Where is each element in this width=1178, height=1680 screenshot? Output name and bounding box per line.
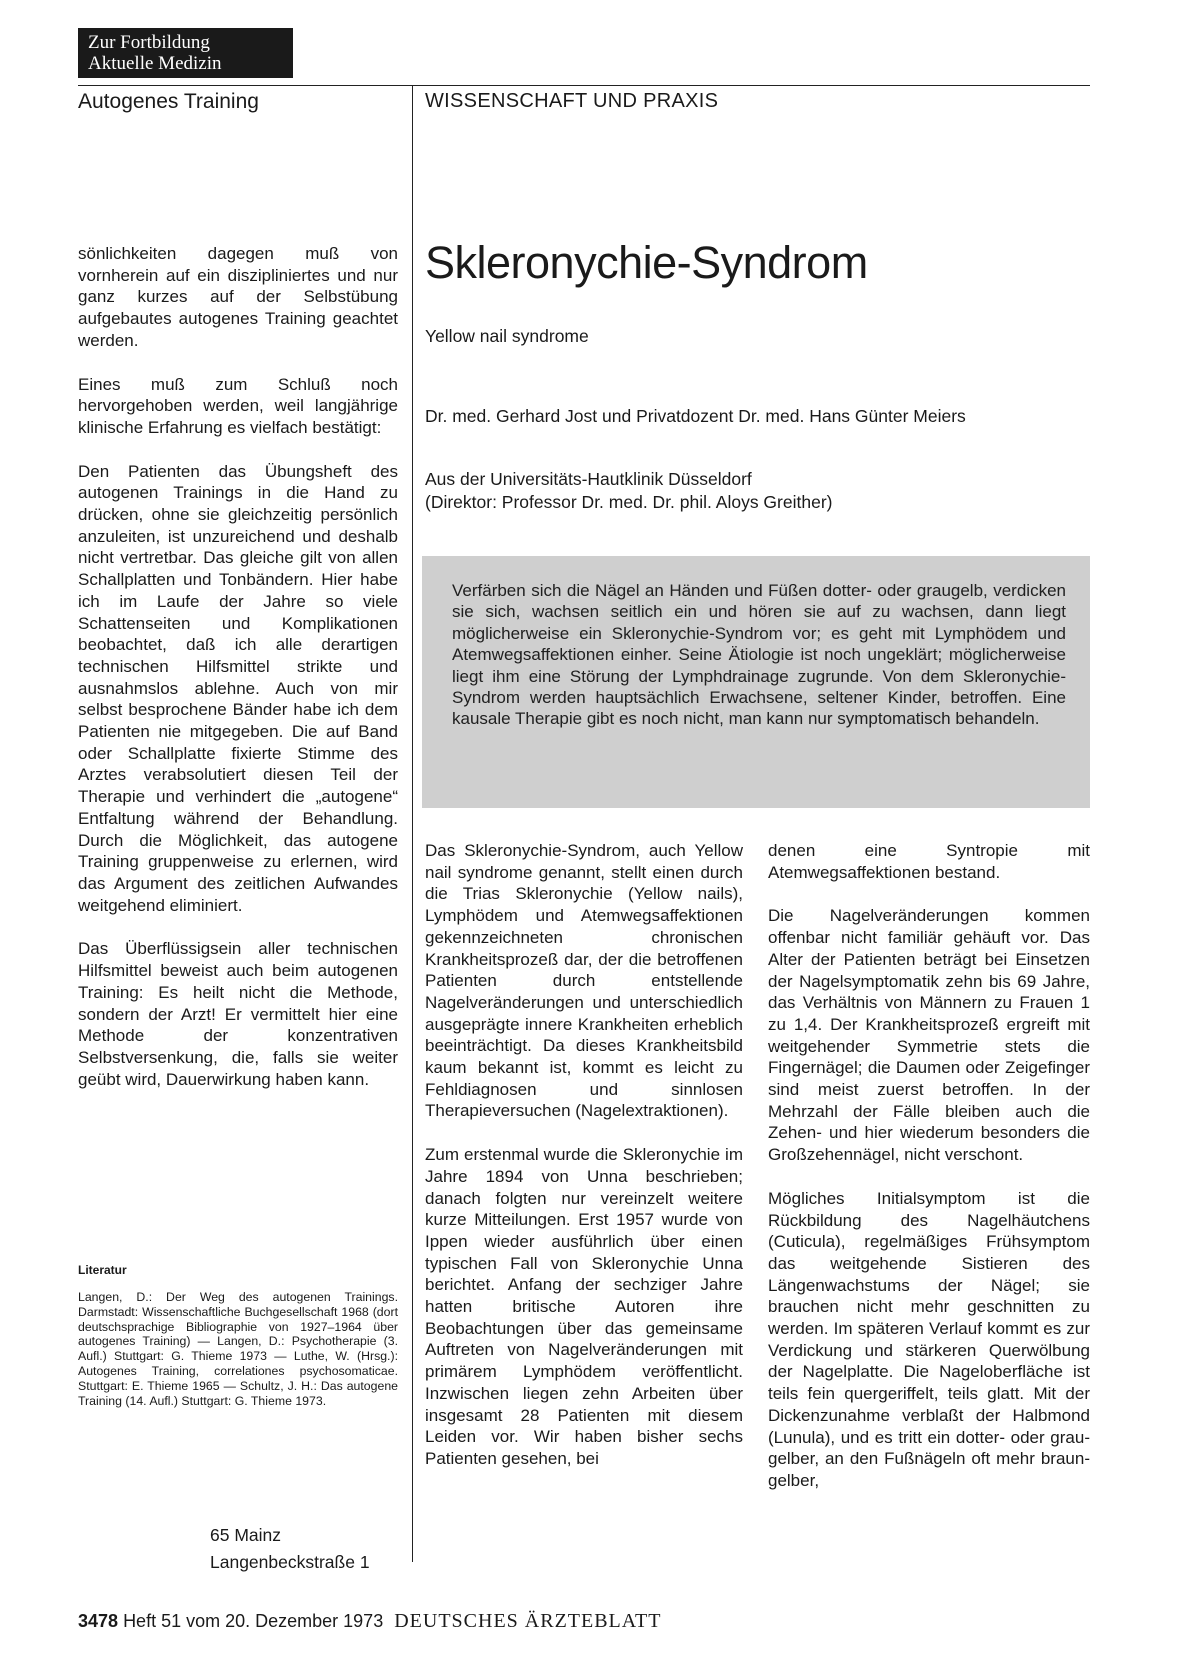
body-paragraph: Die Nagelveränderungen kommen offenbar nicht familiär gehäuft vor. Das Alter der Patienten beträgt bei Einsetzen der Nagelsymptomatik zehn bis 69 Jahre, das Verhältnis von Männern zu Frauen 1 zu 1,4. Der Krankheitsprozeß ergreift mit weitgehender Symmetrie stets die Fingernägel; die Daumen oder Zeigefinger sind meist zuerst betroffen. In der Mehrzahl der Fälle bleiben auch die Zehen- und hier wiederum besonders die Großzehennägel, nicht verschont. xyxy=(768,906,1090,1165)
article-affiliation xyxy=(425,468,832,514)
department-badge xyxy=(78,28,293,78)
left-paragraph: Eines muß zum Schluß noch hervorgehoben werden, weil langjährige klinische Erfahrung es vielfach bestätigt: xyxy=(78,374,398,437)
page-number: 3478 xyxy=(78,1611,119,1631)
abstract-box: Verfärben sich die Nägel an Händen und Füßen dotter- oder graugelb, verdicken sie sich, wachsen seitlich ein und hören sie auf zu wachsen, dann liegt möglicherweise ein Skleronychie-Syndrom vor; es geht mit Lymphödem und Atemwegsaffektionen einher. Seine Ätiologie ist noch ungeklärt; möglicherweise liegt ihm eine Störung der Lymphdrainage zugrunde. Von dem Skleronychie-Syndrom werden hauptsächlich Erwachsene, seltener Kinder, betroffen. Eine kausale Therapie gibt es noch nicht, man kann nur symptomatisch behandeln. xyxy=(422,556,1090,808)
body-paragraph: denen eine Syntropie mit Atemwegsaffektionen bestand. xyxy=(768,841,1090,882)
address-line-1: 65 Mainz xyxy=(210,1525,282,1545)
left-paragraph: sönlichkeiten dagegen muß von vornherein auf ein diszipliniertes und nur ganz kurzes auf der Selbstübung aufgebautes autogenes Training geachtet werden. xyxy=(78,244,398,350)
column-divider xyxy=(412,86,413,1562)
address-line-2: Langenbeckstraße 1 xyxy=(210,1552,370,1572)
section-label-left: Autogenes Training xyxy=(78,90,259,113)
author-address xyxy=(210,1522,370,1576)
body-paragraph: Mögliches Initialsymptom ist die Rückbildung des Nagelhäutchens (Cuticula), regelmäßiges Frühsymptom das weitgehende Sistieren des Längenwachstums der Nägel; sie brauchen nicht mehr geschnitten zu werden. Im späteren Verlauf kommt es zur Verdickung und stärkeren Querwölbung der Nagelplatte. Die Nageloberfläche ist teils fein quergeriffelt, teils glatt. Mit der Dickenzunahme verblaßt der Halbmond (Lunula), und es tritt ein dotter- oder grau-gelber, an den Fußnägeln oft mehr braun-gelber, xyxy=(768,1188,1090,1490)
journal-name: DEUTSCHES ÄRZTEBLATT xyxy=(394,1610,662,1632)
article-authors: Dr. med. Gerhard Jost und Privatdozent Dr. med. Hans Günter Meiers xyxy=(425,406,966,426)
body-column-middle xyxy=(425,840,743,1492)
badge-line-1: Zur Fortbildung xyxy=(88,32,210,53)
article-subtitle: Yellow nail syndrome xyxy=(425,326,589,346)
left-column xyxy=(78,243,398,1112)
affiliation-line-2: (Direktor: Professor Dr. med. Dr. phil. Aloys Greither) xyxy=(425,492,833,512)
section-label-right: WISSENSCHAFT UND PRAXIS xyxy=(425,90,719,112)
literature-heading: Literatur xyxy=(78,1263,127,1277)
body-paragraph: Zum erstenmal wurde die Skleronychie im Jahre 1894 von Unna beschrieben; danach folgten nur vereinzelt weitere kurze Mitteilungen. Erst 1957 wurde von Ippen wieder ausführlich über einen typischen Fall von Skleronychie Unna berichtet. Anfang der sechziger Jahre hatten britische Autoren ihre Beobachtungen über das gemeinsame Auftreten von Nagelveränderungen mit primärem Lymphödem veröffentlicht. Inzwischen liegen zehn Arbeiten über insgesamt 28 Patienten mit diesem Leiden vor. Wir haben bisher sechs Patienten gesehen, bei xyxy=(425,1145,743,1468)
affiliation-line-1: Aus der Universitäts-Hautklinik Düsseldorf xyxy=(425,469,752,489)
left-paragraph: Den Patienten das Übungsheft des autogenen Trainings in die Hand zu drücken, ohne sie gleichzeitig persönlich anzuleiten, ist unzureichend und deshalb nicht vertretbar. Das gleiche gilt von allen Schallplatten und Tonbändern. Hier habe ich im Laufe der Jahre so viele Schattenseiten und Komplikationen beobachtet, daß ich alle derartigen technischen Hilfsmittel strikte und ausnahmslos ablehne. Auch von mir selbst besprochene Bänder habe ich dem Patienten nie mitgegeben. Die auf Band oder Schallplatte fixierte Stimme des Arztes verabsolutiert diesen Teil der Therapie und verhindert die „autogene“ Entfaltung während der Behandlung. Durch die Möglichkeit, das autogene Training gruppenweise zu erlernen, wird das Argument des zeitlichen Aufwandes weitgehend eliminiert. xyxy=(78,461,398,915)
issue-info: Heft 51 vom 20. Dezember 1973 xyxy=(123,1611,384,1631)
article-title: Skleronychie-Syndrom xyxy=(425,237,868,288)
left-paragraph: Das Überflüssigsein aller technischen Hilfsmittel beweist auch beim autogenen Training: Es heilt nicht die Methode, sondern der Arzt! Er vermittelt hier eine Methode der konzentrativen Selbstversenkung, die, falls sie weiter geübt wird, Dauerwirkung haben kann. xyxy=(78,939,398,1089)
badge-line-2: Aktuelle Medizin xyxy=(88,53,222,74)
literature-list: Langen, D.: Der Weg des autogenen Trainings. Darmstadt: Wissenschaftliche Buchgesellschaft 1968 (dort deutschsprachige Bibliographie von 1927–1964 über autogenes Training) — Langen, D.: Psychotherapie (3. Aufl.) Stuttgart: G. Thieme 1973 — Luthe, W. (Hrsg.): Autogenes Training, correlationes psychosomaticae. Stuttgart: E. Thieme 1965 — Schultz, J. H.: Das autogene Training (14. Aufl.) Stuttgart: G. Thieme 1973. xyxy=(78,1290,398,1408)
header-rule xyxy=(78,85,1090,86)
body-column-right xyxy=(768,840,1090,1514)
page-footer xyxy=(78,1610,661,1633)
body-paragraph: Das Skleronychie-Syndrom, auch Yellow nail syndrome genannt, stellt einen durch die Trias Skleronychie (Yellow nails), Lymphödem und Atemwegsaffektionen gekennzeichneten chronischen Krankheitsprozeß dar, der die betroffenen Patienten durch entstellende Nagelveränderungen und unterschiedlich ausgeprägte innere Krankheiten erheblich beeinträchtigt. Da dieses Krankheitsbild kaum bekannt ist, kommt es leicht zu Fehldiagnosen und sinnlosen Therapieversuchen (Nagelextraktionen). xyxy=(425,841,743,1121)
